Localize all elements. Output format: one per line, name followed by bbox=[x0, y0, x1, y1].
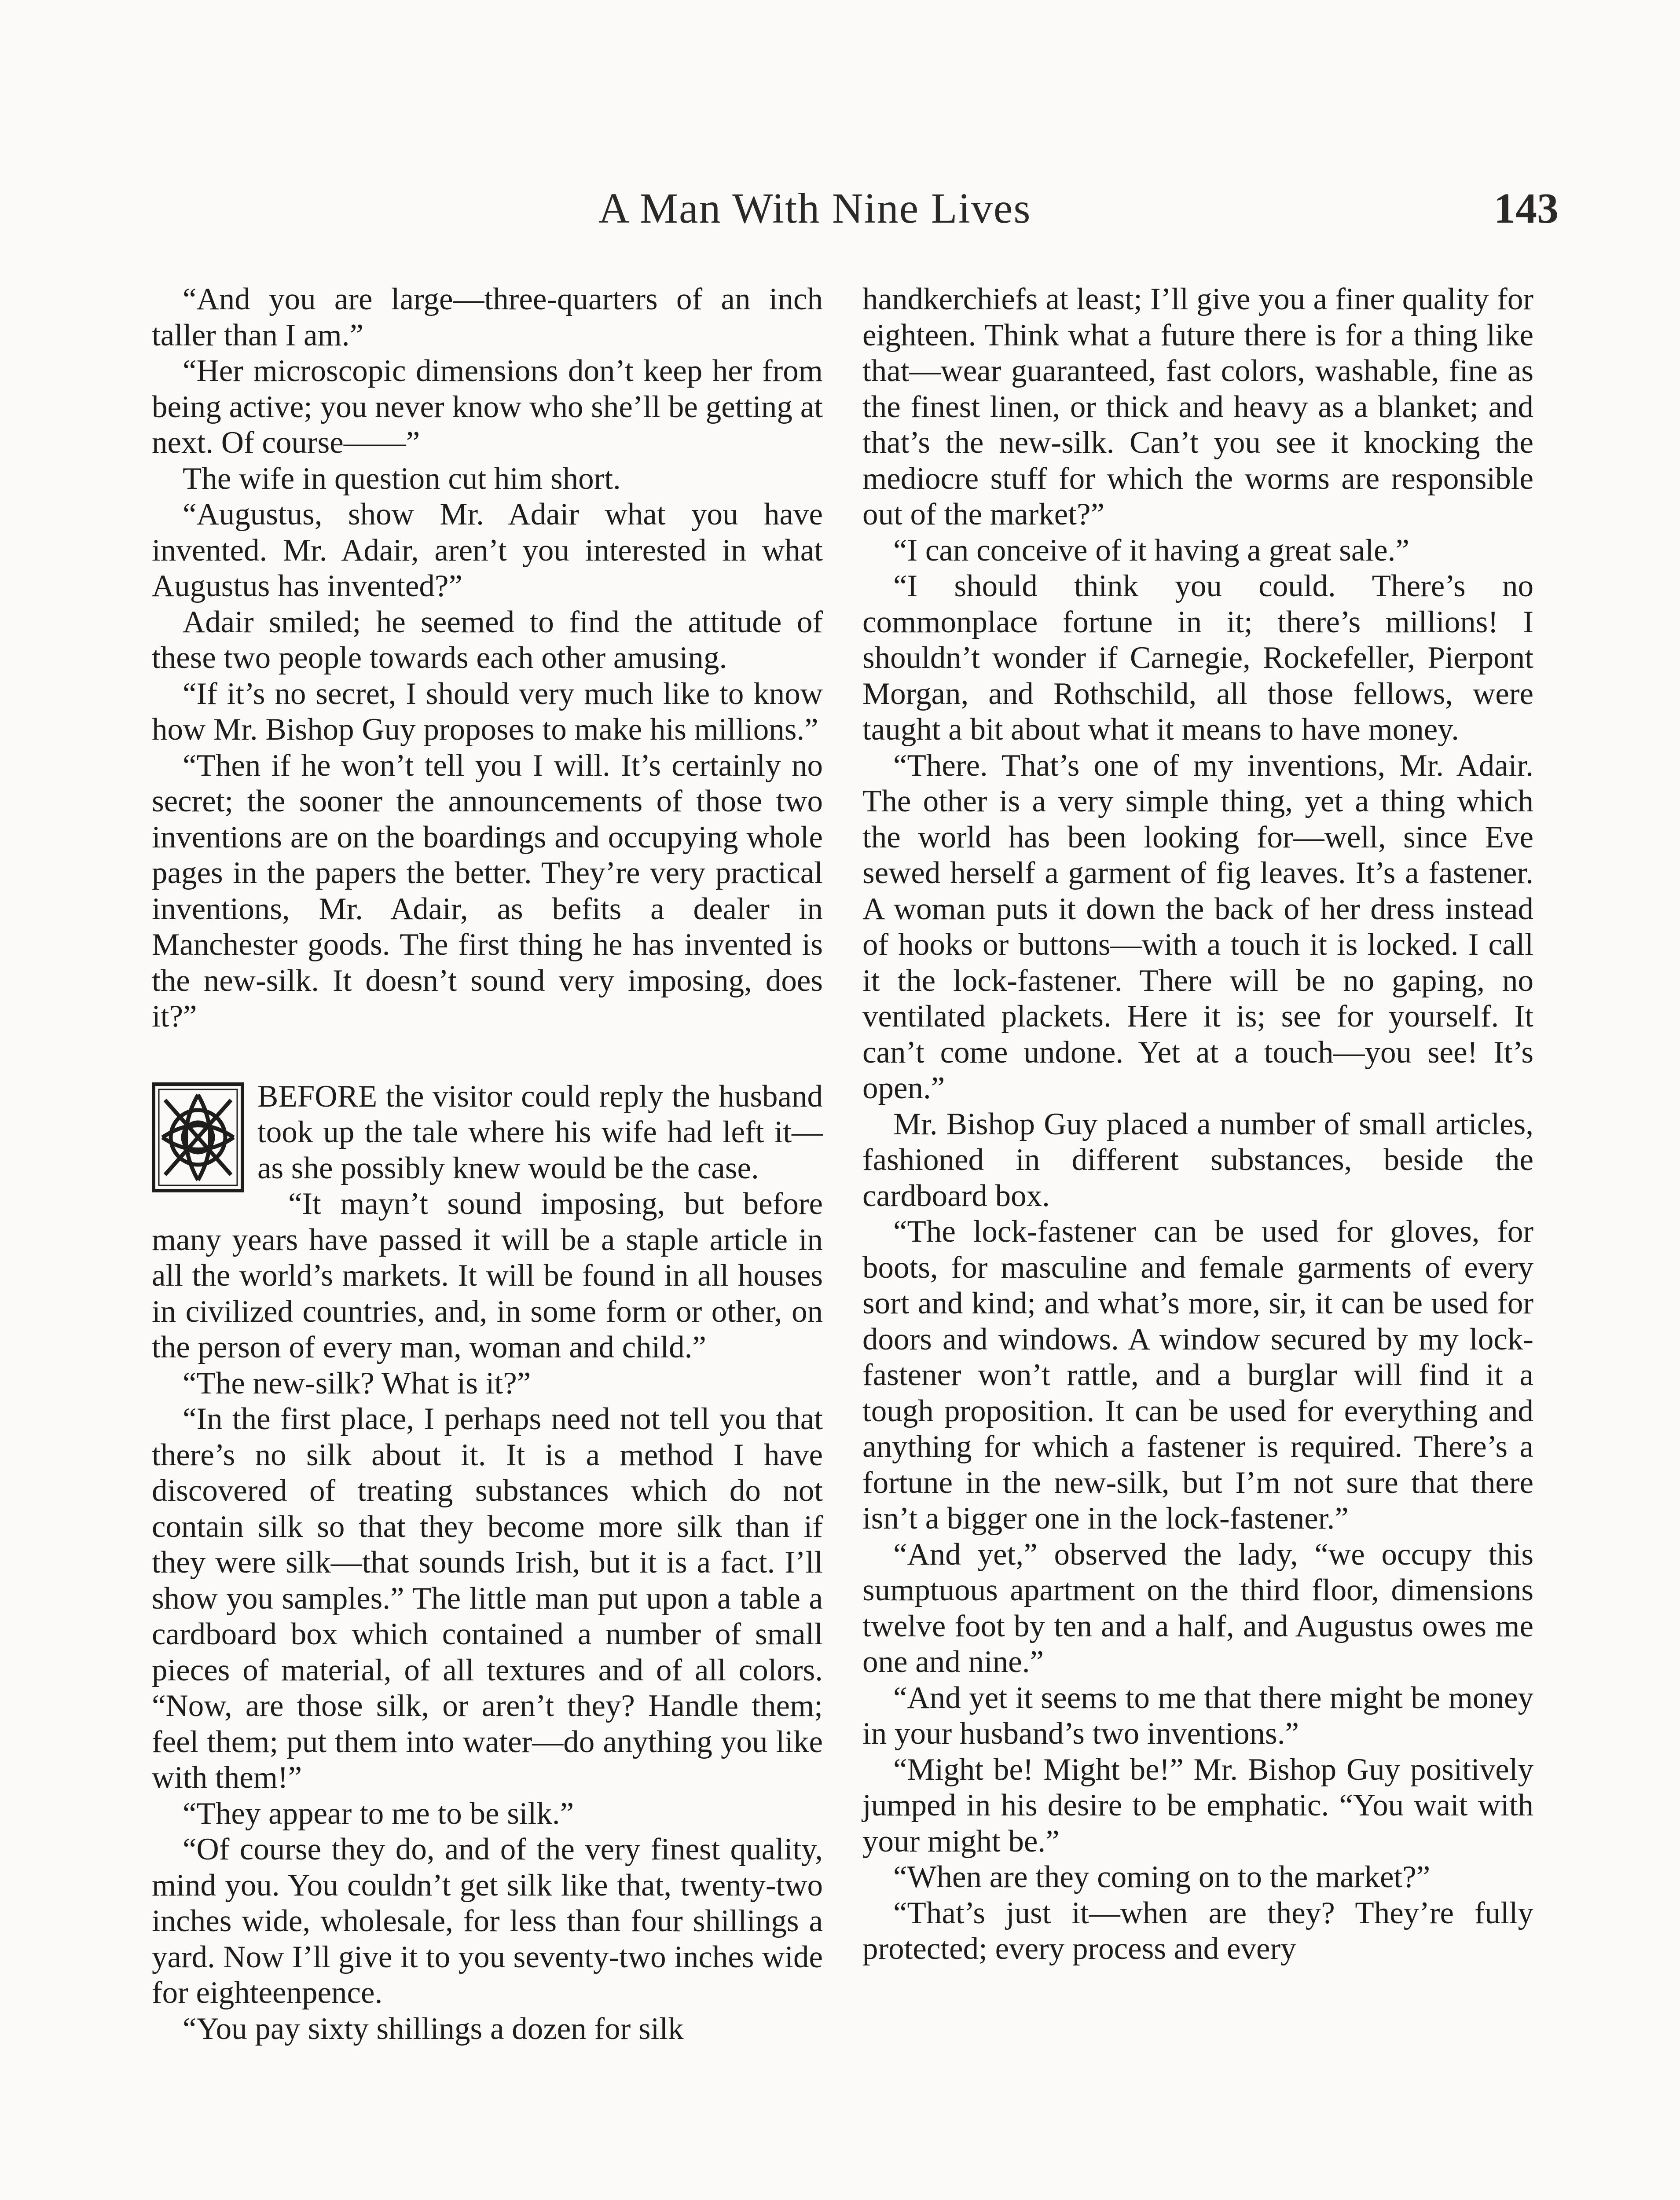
paragraph: “You pay sixty shillings a dozen for silk bbox=[183, 2011, 684, 2046]
paragraph: “In the first place, I perhaps need not tell you that there’s no silk about it. It is a method I have discovered of treating substances which do not contain silk so that they become more silk than if they were silk—that sounds Irish, but it is a fact. I’ll show you samples.” The little man put upon a table a cardboard box which contained a number of small pieces of material, of all textures and of all colors. “Now, are those silk, or aren’t they? Handle them; feel them; put them into water—do anything you like with them!” bbox=[152, 1402, 823, 1795]
paragraph: “It mayn’t sound imposing, but before many years have passed it will be a staple article in all the world’s markets. It will be found in all houses in civilized countries, and, in some form or other, on the person of every man, woman and child.” bbox=[152, 1187, 823, 1364]
paragraph: “The new-silk? What is it?” bbox=[183, 1366, 531, 1401]
continued-paragraph: handkerchiefs at least; I’ll give you a finer quality for eighteen. Think what a future there is for a thing like that—wear guaranteed, fast colors, washable, fine as the finest linen, or thick and heavy as a blanket; and that’s the new-silk. Can’t you see it knocking the mediocre stuff for which the worms are responsible out of the market?” bbox=[862, 282, 1533, 532]
paragraph: “There. That’s one of my inventions, Mr. Adair. The other is a very simple thing, yet a thing which the world has been looking for—well, since Eve sewed herself a garment of fig leaves. It’s a fastener. A woman puts it down the back of her dress instead of hooks or buttons—with a touch it is locked. I call it the lock-fastener. There will be no gaping, no ventilated plackets. Here it is; see for yourself. It can’t come undone. Yet at a touch—you see! It’s open.” bbox=[862, 748, 1533, 1105]
celtic-knot-dropcap-icon bbox=[152, 1082, 244, 1192]
running-title: A Man With Nine Lives bbox=[598, 185, 1031, 232]
paragraph: “I can conceive of it having a great sale.” bbox=[893, 533, 1409, 568]
paragraph: “Then if he won’t tell you I will. It’s certainly no secret; the sooner the announcements of those two inventions are on the boardings and occupying whole pages in the papers the better. They’re very practical inventions, Mr. Adair, as befits a dealer in Manchester goods. The first thing he has invented is the new-silk. It doesn’t sound very imposing, does it?” bbox=[152, 748, 823, 1034]
left-column bbox=[152, 282, 823, 2047]
paragraph: “And yet it seems to me that there might be money in your husband’s two inventions.” bbox=[862, 1680, 1533, 1751]
paragraph: The wife in question cut him short. bbox=[183, 461, 621, 496]
paragraph: “They appear to me to be silk.” bbox=[183, 1796, 574, 1831]
paragraph: “I should think you could. There’s no commonplace fortune in it; there’s millions! I shouldn’t wonder if Carnegie, Rockefeller, Pierpont Morgan, and Rothschild, all those fellows, were taught a bit about what it means to have money. bbox=[862, 569, 1533, 747]
paragraph: “And yet,” observed the lady, “we occupy this sumptuous apartment on the third floor, dimensions twelve foot by ten and a half, and Augustus owes me one and nine.” bbox=[862, 1537, 1533, 1679]
paragraph: “When are they coming on to the market?” bbox=[893, 1860, 1431, 1894]
section-opening-text: BEFORE the visitor could reply the husband took up the tale where his wife had left it—as she possibly knew would be the case. bbox=[257, 1079, 823, 1185]
paragraph: “Of course they do, and of the very finest quality, mind you. You couldn’t get silk like that, twenty-two inches wide, wholesale, for less than four shillings a yard. Now I’ll give it to you seventy-two inches wide for eighteenpence. bbox=[152, 1832, 823, 2010]
paragraph: “The lock-fastener can be used for gloves, for boots, for masculine and female garments of every sort and kind; and what’s more, sir, it can be used for doors and windows. A window secured by my lock-fastener won’t rattle, and a burglar will find it a tough proposition. It can be used for everything and anything for which a fastener is required. There’s a fortune in the new-silk, but I’m not sure that there isn’t a bigger one in the lock-fastener.” bbox=[862, 1214, 1533, 1536]
paragraph: Adair smiled; he seemed to find the attitude of these two people towards each other amusing. bbox=[152, 605, 823, 675]
paragraph: “Augustus, show Mr. Adair what you have invented. Mr. Adair, aren’t you interested in what Augustus has invented?” bbox=[152, 497, 823, 603]
paragraph: “Her microscopic dimensions don’t keep her from being active; you never know who she’ll be getting at next. Of course——” bbox=[152, 354, 823, 460]
right-column bbox=[862, 282, 1533, 1967]
paragraph: Mr. Bishop Guy placed a number of small articles, fashioned in different substances, beside the cardboard box. bbox=[862, 1107, 1533, 1213]
page-number: 143 bbox=[1494, 185, 1559, 232]
section-opening-paragraph bbox=[152, 1079, 823, 1187]
paragraph: “That’s just it—when are they? They’re fully protected; every process and every bbox=[862, 1896, 1533, 1966]
paragraph: “Might be! Might be!” Mr. Bishop Guy positively jumped in his desire to be emphatic. “You wait with your might be.” bbox=[862, 1752, 1533, 1859]
paragraph: “If it’s no secret, I should very much like to know how Mr. Bishop Guy proposes to make his millions.” bbox=[152, 676, 823, 747]
paragraph: “And you are large—three-quarters of an inch taller than I am.” bbox=[152, 282, 823, 352]
